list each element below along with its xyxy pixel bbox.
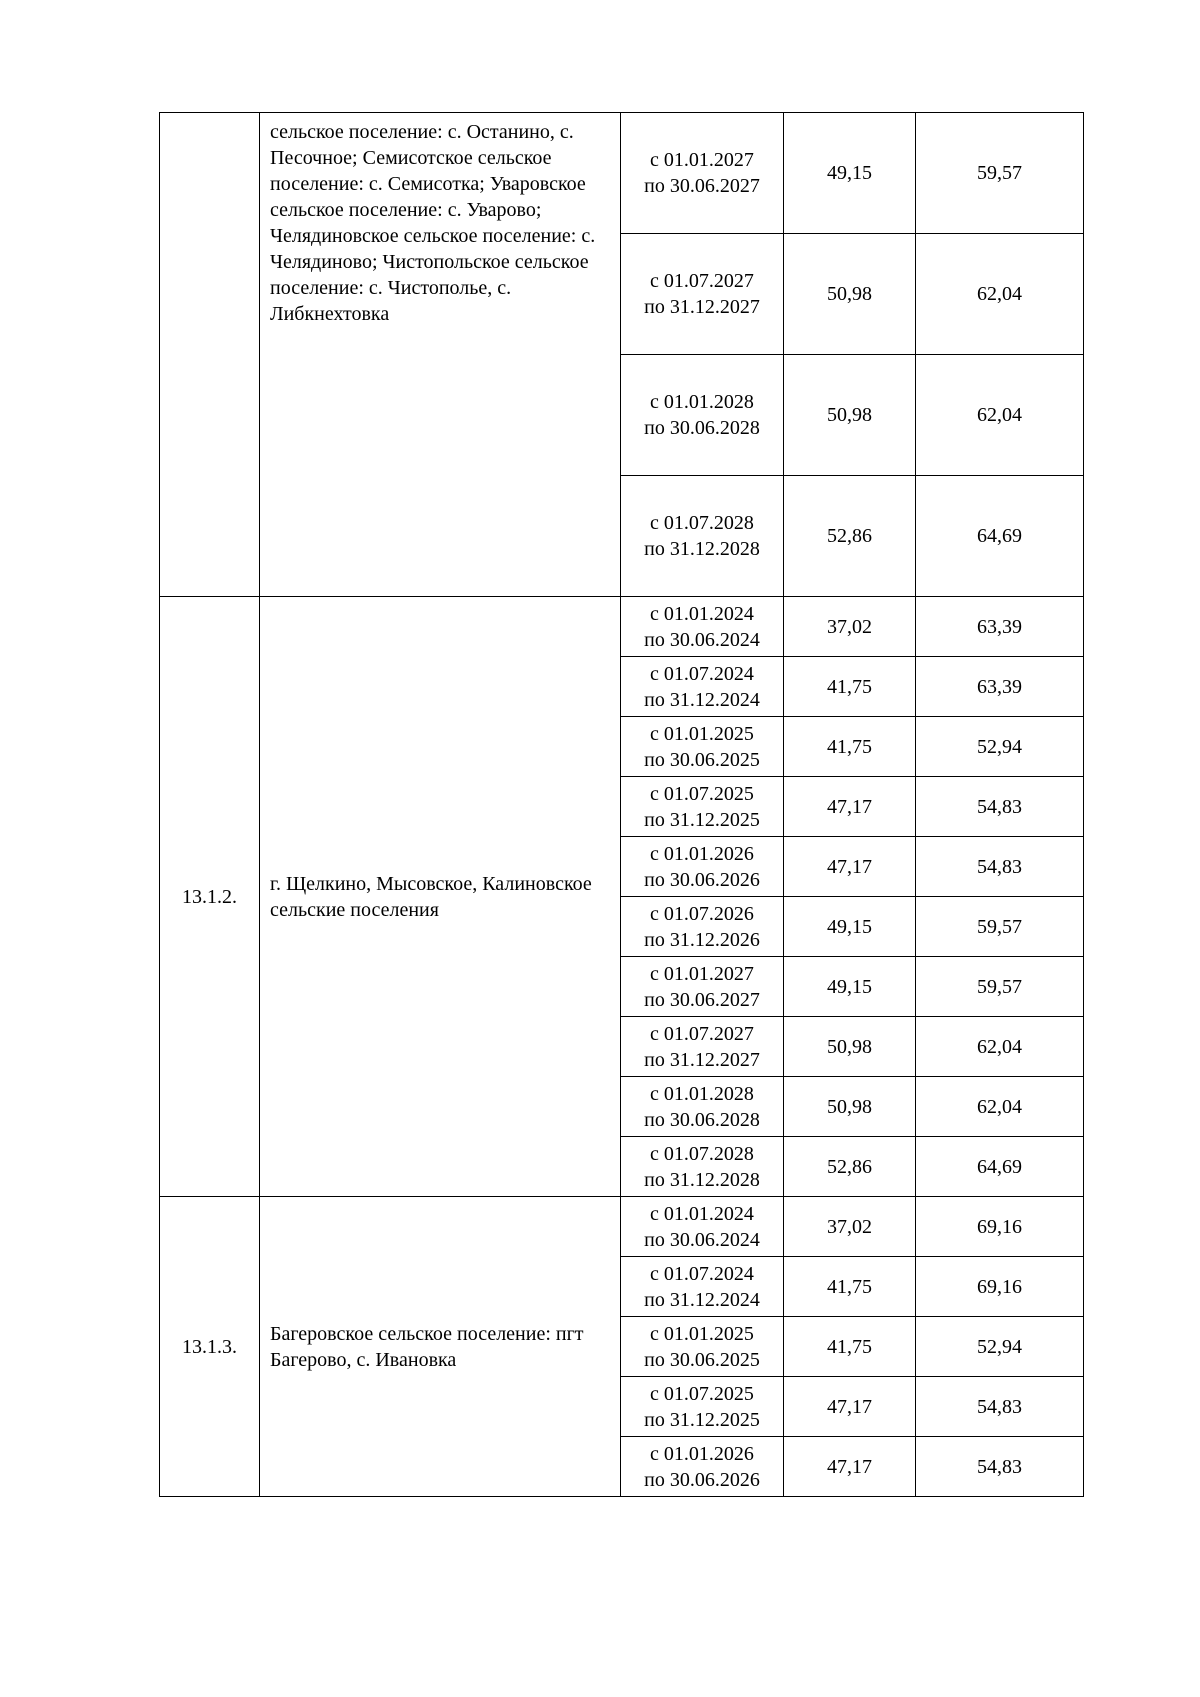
period-to: по 30.06.2027 bbox=[644, 175, 760, 197]
period-cell bbox=[621, 1437, 784, 1497]
period-from: с 01.07.2026 bbox=[650, 902, 754, 925]
period-to: по 30.06.2024 bbox=[644, 1228, 760, 1251]
period-cell bbox=[621, 476, 784, 597]
tariff-value-1: 52,86 bbox=[784, 1137, 916, 1197]
period-to: по 30.06.2028 bbox=[644, 417, 760, 439]
tariff-value-2: 62,04 bbox=[916, 355, 1084, 476]
period-from: с 01.01.2027 bbox=[650, 962, 754, 985]
period-to: по 31.12.2028 bbox=[644, 1168, 760, 1191]
tariff-value-2: 63,39 bbox=[916, 657, 1084, 717]
period-from: с 01.01.2026 bbox=[650, 842, 754, 865]
period-cell bbox=[621, 957, 784, 1017]
tariff-value-2: 64,69 bbox=[916, 1137, 1084, 1197]
territory-cell: сельское поселение: с. Останино, с. Песочное; Семисотское сельское поселение: с. Семисотка; Уваровское сельское поселение: с. Уварово; Челядиновское сельское поселение: с. Челядиново; Чистопольское сельское поселение: с. Чистополье, с. Либкнехтовка bbox=[260, 113, 621, 597]
period-from: с 01.07.2027 bbox=[650, 270, 754, 292]
tariff-value-2: 59,57 bbox=[916, 957, 1084, 1017]
period-cell bbox=[621, 1317, 784, 1377]
period-cell bbox=[621, 234, 784, 355]
tariff-value-1: 49,15 bbox=[784, 957, 916, 1017]
period-cell bbox=[621, 355, 784, 476]
period-cell bbox=[621, 777, 784, 837]
group-number bbox=[160, 113, 260, 597]
tariff-table-body bbox=[160, 113, 1084, 1497]
period-from: с 01.07.2024 bbox=[650, 1262, 754, 1285]
group-number: 13.1.3. bbox=[160, 1197, 260, 1497]
period-from: с 01.01.2028 bbox=[650, 1082, 754, 1105]
tariff-value-1: 50,98 bbox=[784, 355, 916, 476]
period-to: по 30.06.2026 bbox=[644, 868, 760, 891]
period-cell bbox=[621, 717, 784, 777]
tariff-value-2: 59,57 bbox=[916, 113, 1084, 234]
period-from: с 01.01.2026 bbox=[650, 1442, 754, 1465]
tariff-value-2: 54,83 bbox=[916, 1377, 1084, 1437]
table-row bbox=[160, 1197, 1084, 1257]
tariff-value-2: 64,69 bbox=[916, 476, 1084, 597]
period-from: с 01.07.2027 bbox=[650, 1022, 754, 1045]
tariff-value-2: 52,94 bbox=[916, 1317, 1084, 1377]
period-to: по 31.12.2024 bbox=[644, 688, 760, 711]
tariff-value-1: 50,98 bbox=[784, 1017, 916, 1077]
tariff-value-1: 50,98 bbox=[784, 1077, 916, 1137]
period-from: с 01.01.2025 bbox=[650, 1322, 754, 1345]
group-number: 13.1.2. bbox=[160, 597, 260, 1197]
period-to: по 30.06.2025 bbox=[644, 1348, 760, 1371]
period-to: по 31.12.2028 bbox=[644, 538, 760, 560]
tariff-value-1: 41,75 bbox=[784, 657, 916, 717]
tariff-value-2: 62,04 bbox=[916, 234, 1084, 355]
period-from: с 01.01.2025 bbox=[650, 722, 754, 745]
tariff-value-2: 54,83 bbox=[916, 777, 1084, 837]
period-to: по 31.12.2027 bbox=[644, 1048, 760, 1071]
tariff-value-2: 59,57 bbox=[916, 897, 1084, 957]
period-to: по 30.06.2025 bbox=[644, 748, 760, 771]
period-cell bbox=[621, 657, 784, 717]
tariff-value-1: 47,17 bbox=[784, 837, 916, 897]
tariff-value-2: 62,04 bbox=[916, 1017, 1084, 1077]
period-to: по 31.12.2024 bbox=[644, 1288, 760, 1311]
tariff-value-1: 49,15 bbox=[784, 897, 916, 957]
period-from: с 01.07.2024 bbox=[650, 662, 754, 685]
table-row bbox=[160, 597, 1084, 657]
period-from: с 01.01.2027 bbox=[650, 149, 754, 171]
period-to: по 30.06.2024 bbox=[644, 628, 760, 651]
tariff-value-1: 50,98 bbox=[784, 234, 916, 355]
tariff-value-2: 54,83 bbox=[916, 837, 1084, 897]
tariff-value-1: 41,75 bbox=[784, 717, 916, 777]
tariff-value-1: 37,02 bbox=[784, 597, 916, 657]
period-to: по 31.12.2025 bbox=[644, 808, 760, 831]
period-to: по 30.06.2027 bbox=[644, 988, 760, 1011]
period-from: с 01.01.2024 bbox=[650, 1202, 754, 1225]
tariff-value-2: 54,83 bbox=[916, 1437, 1084, 1497]
period-cell bbox=[621, 1017, 784, 1077]
period-from: с 01.01.2024 bbox=[650, 602, 754, 625]
tariff-value-2: 52,94 bbox=[916, 717, 1084, 777]
period-to: по 30.06.2028 bbox=[644, 1108, 760, 1131]
period-to: по 30.06.2026 bbox=[644, 1468, 760, 1491]
table-row bbox=[160, 113, 1084, 234]
period-cell bbox=[621, 897, 784, 957]
period-from: с 01.07.2028 bbox=[650, 1142, 754, 1165]
tariff-value-1: 47,17 bbox=[784, 777, 916, 837]
period-from: с 01.07.2025 bbox=[650, 782, 754, 805]
tariff-value-2: 69,16 bbox=[916, 1197, 1084, 1257]
period-to: по 31.12.2025 bbox=[644, 1408, 760, 1431]
tariff-value-2: 62,04 bbox=[916, 1077, 1084, 1137]
period-to: по 31.12.2027 bbox=[644, 296, 760, 318]
period-cell bbox=[621, 1197, 784, 1257]
territory-cell: Багеровское сельское поселение: пгт Багерово, с. Ивановка bbox=[260, 1197, 621, 1497]
period-cell bbox=[621, 1077, 784, 1137]
territory-cell: г. Щелкино, Мысовское, Калиновское сельские поселения bbox=[260, 597, 621, 1197]
tariff-table bbox=[159, 112, 1084, 1497]
tariff-value-1: 47,17 bbox=[784, 1377, 916, 1437]
period-cell bbox=[621, 597, 784, 657]
tariff-value-1: 52,86 bbox=[784, 476, 916, 597]
tariff-value-1: 41,75 bbox=[784, 1317, 916, 1377]
period-cell bbox=[621, 1137, 784, 1197]
period-cell bbox=[621, 1377, 784, 1437]
period-cell bbox=[621, 113, 784, 234]
period-cell bbox=[621, 1257, 784, 1317]
tariff-value-1: 37,02 bbox=[784, 1197, 916, 1257]
period-from: с 01.07.2025 bbox=[650, 1382, 754, 1405]
tariff-value-1: 41,75 bbox=[784, 1257, 916, 1317]
tariff-value-1: 47,17 bbox=[784, 1437, 916, 1497]
period-from: с 01.01.2028 bbox=[650, 391, 754, 413]
tariff-value-1: 49,15 bbox=[784, 113, 916, 234]
period-cell bbox=[621, 837, 784, 897]
tariff-value-2: 69,16 bbox=[916, 1257, 1084, 1317]
period-to: по 31.12.2026 bbox=[644, 928, 760, 951]
tariff-value-2: 63,39 bbox=[916, 597, 1084, 657]
period-from: с 01.07.2028 bbox=[650, 512, 754, 534]
